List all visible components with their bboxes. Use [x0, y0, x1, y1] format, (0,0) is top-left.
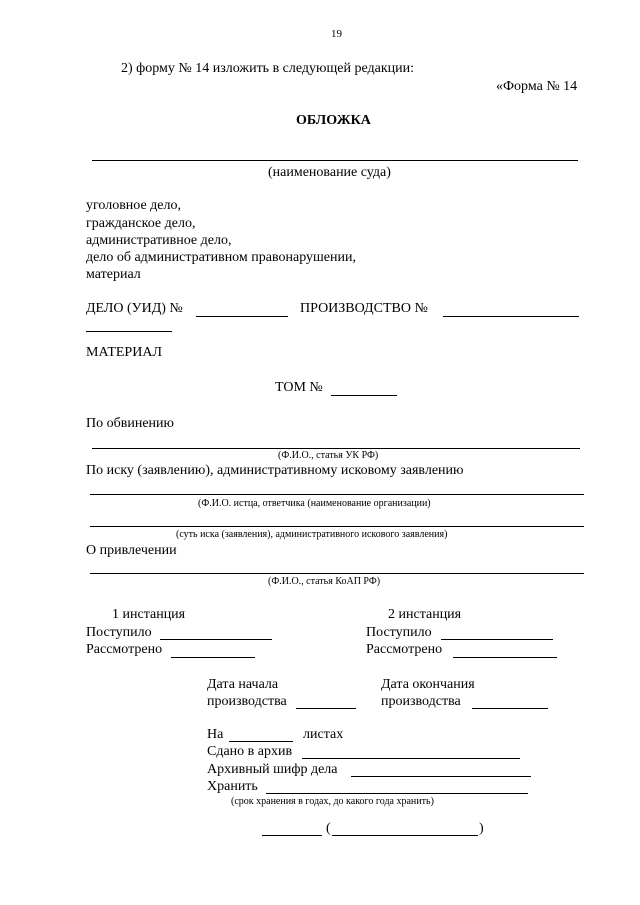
keep-label: Хранить — [207, 779, 258, 794]
keep-caption: (срок хранения в годах, до какого года хранить) — [231, 796, 434, 807]
claim-label: По иску (заявлению), административному исковому заявлению — [86, 463, 464, 478]
sheets-prefix: На — [207, 727, 224, 742]
start-date-label-line1: Дата начала — [207, 677, 279, 692]
signature-name-field[interactable] — [332, 835, 478, 836]
court-name-caption: (наименование суда) — [268, 165, 391, 180]
sheets-count-field[interactable] — [229, 741, 293, 742]
claim-parties-caption: (Ф.И.О. истца, ответчика (наименование организации) — [198, 498, 431, 509]
list-item: дело об административном правонарушении, — [86, 250, 356, 265]
accusation-caption: (Ф.И.О., статья УК РФ) — [278, 450, 379, 461]
form-label: «Форма № 14 — [496, 79, 578, 94]
archived-date-field[interactable] — [302, 758, 520, 759]
liability-field[interactable] — [90, 573, 584, 574]
list-item: административное дело, — [86, 233, 232, 248]
case-uid-label: ДЕЛО (УИД) № — [86, 301, 183, 316]
sheets-suffix: листах — [303, 727, 344, 742]
claim-essence-field[interactable] — [90, 526, 584, 527]
archived-label: Сдано в архив — [207, 744, 293, 759]
end-date-label-line2: производства — [381, 694, 461, 709]
keep-period-field[interactable] — [266, 793, 528, 794]
proceeding-label: ПРОИЗВОДСТВО № — [300, 301, 428, 316]
list-item: материал — [86, 267, 141, 282]
instance2-received-field[interactable] — [441, 639, 553, 640]
list-item: уголовное дело, — [86, 198, 182, 213]
signature-field[interactable] — [262, 835, 322, 836]
claim-essence-caption: (суть иска (заявления), административного искового заявления) — [176, 529, 448, 540]
signature-open-paren: ( — [326, 821, 331, 836]
liability-caption: (Ф.И.О., статья КоАП РФ) — [268, 576, 381, 587]
list-item: гражданское дело, — [86, 216, 196, 231]
case-uid-field[interactable] — [196, 316, 288, 317]
proceeding-number-field[interactable] — [443, 316, 579, 317]
end-date-field[interactable] — [472, 708, 548, 709]
instance1-reviewed-label: Рассмотрено — [86, 642, 163, 657]
accusation-label: По обвинению — [86, 416, 174, 431]
instance1-received-label: Поступило — [86, 625, 152, 640]
page-number: 19 — [331, 28, 342, 40]
claim-parties-field[interactable] — [90, 494, 584, 495]
accusation-field[interactable] — [92, 448, 580, 449]
archive-code-field[interactable] — [351, 776, 531, 777]
court-name-line[interactable] — [92, 160, 578, 161]
instance1-received-field[interactable] — [160, 639, 272, 640]
end-date-label-line1: Дата окончания — [381, 677, 475, 692]
start-date-field[interactable] — [296, 708, 356, 709]
liability-label: О привлечении — [86, 543, 177, 558]
material-label: МАТЕРИАЛ — [86, 345, 162, 360]
case-uid-continuation-field[interactable] — [86, 331, 172, 332]
instance1-heading: 1 инстанция — [112, 607, 186, 622]
instance2-reviewed-label: Рассмотрено — [366, 642, 443, 657]
volume-number-field[interactable] — [331, 395, 397, 396]
instance1-reviewed-field[interactable] — [171, 657, 255, 658]
intro-text: 2) форму № 14 изложить в следующей редакции: — [121, 61, 415, 76]
instance2-heading: 2 инстанция — [388, 607, 462, 622]
page-title: ОБЛОЖКА — [296, 113, 371, 128]
start-date-label-line2: производства — [207, 694, 287, 709]
signature-close-paren: ) — [479, 821, 484, 836]
volume-label: ТОМ № — [275, 380, 323, 395]
instance2-received-label: Поступило — [366, 625, 432, 640]
archive-code-label: Архивный шифр дела — [207, 762, 338, 777]
instance2-reviewed-field[interactable] — [453, 657, 557, 658]
